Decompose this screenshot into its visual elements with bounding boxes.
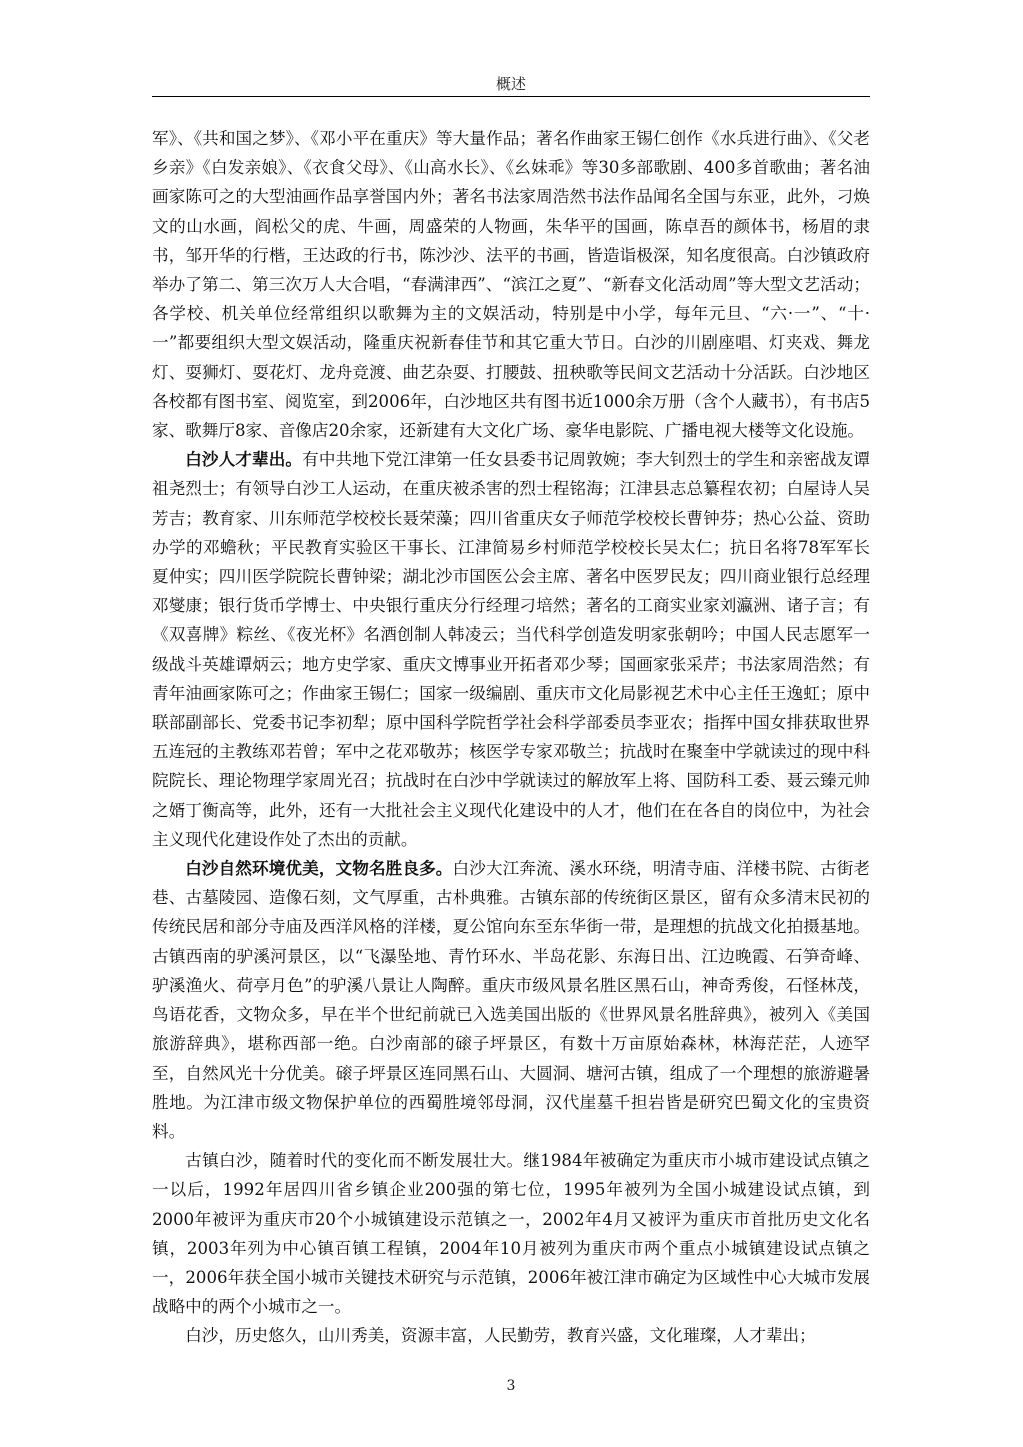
paragraph-talents	[152, 445, 870, 854]
page-number: 3	[506, 1378, 516, 1394]
paragraph-scenery	[152, 854, 870, 1146]
paragraph-text: 白沙，历史悠久，山川秀美，资源丰富，人民勤劳，教育兴盛，文化璀璨，人才辈出；	[185, 1326, 816, 1346]
paragraph-text: 古镇白沙，随着时代的变化而不断发展壮大。继1984年被确定为重庆市小城市建设试点镇之一以后，1992年居四川省乡镇企业200强的第七位，1995年被列为全国小城建设试点镇，到2000年被评为重庆市20个小城镇建设示范镇之一，2002年4月又被评为重庆市首批历史文化名镇，2003年列为中心镇百镇工程镇，2004年10月被列为重庆市两个重点小城镇建设试点镇之一，2006年获全国小城市关键技术研究与示范镇，2006年被江津市确定为区域性中心大城市发展战略中的两个小城市之一。	[152, 1151, 870, 1317]
paragraph-summary	[152, 1321, 870, 1350]
page-header-title: 概述	[495, 75, 526, 93]
paragraph-culture-continued	[152, 124, 870, 445]
paragraph-lead-scenery: 白沙自然环境优美，文物名胜良多。	[185, 858, 453, 879]
paragraph-text: 有中共地下党江津第一任女县委书记周敦婉；李大钊烈士的学生和亲密战友谭祖尧烈士；有领导白沙工人运动，在重庆被杀害的烈士程铭海；江津县志总纂程农初；白屋诗人吴芳吉；教育家、川东师范学校校长聂荣藻；四川省重庆女子师范学校校长曹钟芬；热心公益、资助办学的邓蟾秋；平民教育实验区干事长、江津简易乡村师范学校校长吴太仁；抗日名将78军军长夏仲实；四川医学院院长曹钟梁；湖北沙市国医公会主席、著名中医罗民友；四川商业银行总经理邓燮康；银行货币学博士、中央银行重庆分行经理刁培然；著名的工商实业家刘瀛洲、诸子言；有《双喜牌》粽丝、《夜光杯》名酒创制人韩凌云；当代科学创造发明家张朝吟；中国人民志愿军一级战斗英雄谭炳云；地方史学家、重庆文博事业开拓者邓少琴；国画家张采芹；书法家周浩然；有青年油画家陈可之；作曲家王锡仁；国家一级编剧、重庆市文化局影视艺术中心主任王逸虹；原中联部副部长、党委书记李初犁；原中国科学院哲学社会科学部委员李亚农；指挥中国女排获取世界五连冠的主教练邓若曾；军中之花邓敬苏；核医学专家邓敬兰；抗战时在聚奎中学就读过的现中科院院长、理论物理学家周光召；抗战时在白沙中学就读过的解放军上将、国防科工委、聂云臻元帅之婿丁衡高等，此外，还有一大批社会主义现代化建设中的人才，他们在在各自的岗位中，为社会主义现代化建设作处了杰出的贡献。	[152, 450, 871, 849]
document-body	[152, 124, 870, 1351]
paragraph-lead-talents: 白沙人才辈出。	[185, 449, 303, 470]
header-divider	[152, 96, 870, 97]
paragraph-development	[152, 1146, 870, 1321]
paragraph-text: 军》、《共和国之梦》、《邓小平在重庆》等大量作品；著名作曲家王锡仁创作《水兵进行曲》、《父老乡亲》《白发亲娘》、《衣食父母》、《山高水长》、《幺妹乖》等30多部歌剧、400多首歌曲；著名油画家陈可之的大型油画作品享誉国内外；著名书法家周浩然书法作品闻名全国与东亚，此外，刁焕文的山水画，阎松父的虎、牛画，周盛荣的人物画，朱华平的国画，陈卓吾的颜体书，杨眉的隶书，邹开华的行楷，王达政的行书，陈沙沙、法平的书画，皆造诣极深，知名度很高。白沙镇政府举办了第二、第三次万人大合唱，“春满津西”、“滨江之夏”、“新春文化活动周”等大型文艺活动；各学校、机关单位经常组织以歌舞为主的文娱活动，特别是中小学，每年元旦、“六·一”、“十·一”都要组织大型文娱活动，隆重庆祝新春佳节和其它重大节日。白沙的川剧座唱、灯夹戏、舞龙灯、耍狮灯、耍花灯、龙舟竞渡、曲艺杂耍、打腰鼓、扭秧歌等民间文艺活动十分活跃。白沙地区各校都有图书室、阅览室，到2006年，白沙地区共有图书近1000余万册（含个人藏书），有书店5家、歌舞厅8家、音像店20余家，还新建有大文化广场、豪华电影院、广播电视大楼等文化设施。	[152, 129, 870, 441]
paragraph-text: 白沙大江奔流、溪水环绕，明清寺庙、洋楼书院、古街老巷、古墓陵园、造像石刻，文气厚重，古朴典雅。古镇东部的传统街区景区，留有众多清末民初的传统民居和部分寺庙及西洋风格的洋楼，夏公馆向东至东华街一带，是理想的抗战文化拍摄基地。古镇西南的驴溪河景区，以“飞瀑坠地、青竹环水、半岛花影、东海日出、江边晚霞、石笋奇峰、驴溪渔火、荷亭月色”的驴溪八景让人陶醉。重庆市级风景名胜区黑石山，神奇秀俊，石怪林茂，鸟语花香，文物众多，早在半个世纪前就已入选美国出版的《世界风景名胜辞典》，被列入《美国旅游辞典》，堪称西部一绝。白沙南部的磙子坪景区，有数十万亩原始森林，林海茫茫，人迹罕至，自然风光十分优美。磙子坪景区连同黑石山、大圆洞、塘河古镇，组成了一个理想的旅游避暑胜地。为江津市级文物保护单位的西蜀胜境邻母洞，汉代崖墓千担岩皆是研究巴蜀文化的宝贵资料。	[152, 859, 871, 1141]
